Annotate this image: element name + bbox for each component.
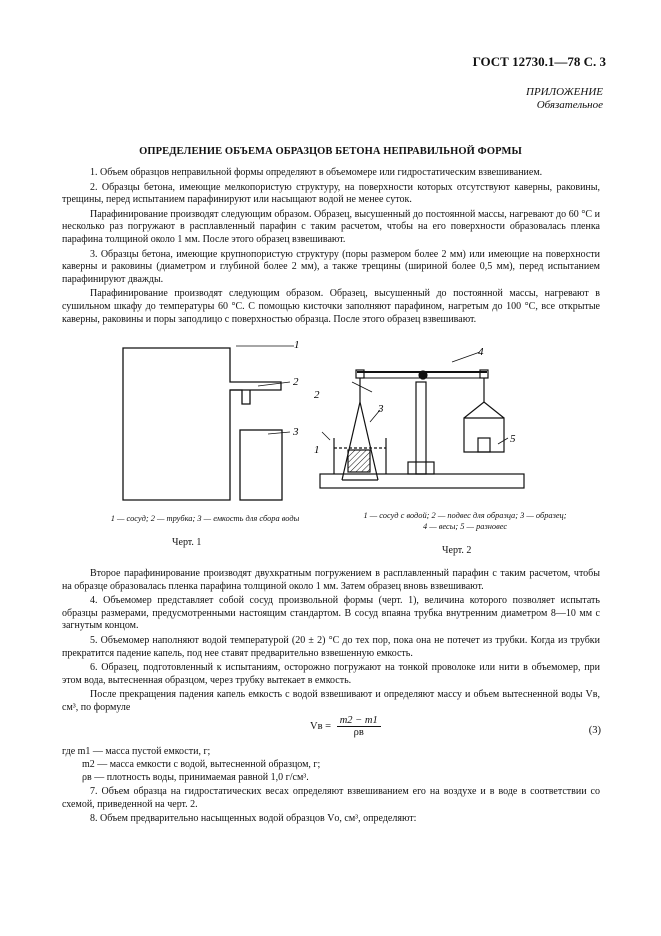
fig2-label-4: 4 xyxy=(478,346,484,358)
definition: m2 — масса емкости с водой, вытесненной образцом, г; xyxy=(82,759,321,770)
formula-lhs: Vв = xyxy=(310,720,332,732)
formula-number: (3) xyxy=(588,725,601,736)
page-header: ГОСТ 12730.1—78 С. 3 xyxy=(472,54,606,69)
figure-2-title: Черт. 2 xyxy=(442,545,472,556)
paragraph: 6. Образец, подготовленный к испытаниям, осторожно погружают на тонкой проволоке или нити в объемомер, при этом вода, вытесненная образцом, через трубку вытекает в емкость. xyxy=(62,662,600,686)
fig1-label-3: 3 xyxy=(293,426,299,438)
definition: ρв — плотность воды, принимаемая равной 1,0 г/см³. xyxy=(82,772,309,783)
paragraph: 1. Объем образцов неправильной формы определяют в объемомере или гидростатическим взвешиванием. xyxy=(90,167,543,178)
formula-3 xyxy=(310,715,381,738)
text-block-top xyxy=(62,167,600,326)
formula-definitions xyxy=(62,745,602,784)
formula-numerator: m2 − m1 xyxy=(337,715,381,727)
paragraph: После прекращения падения капель емкость с водой взвешивают и определяют массу и объем вытесненной воды Vв, см³, по формуле xyxy=(62,689,600,713)
definition: где m1 — масса пустой емкости, г; xyxy=(62,746,211,757)
sample xyxy=(348,450,370,472)
scale-column xyxy=(416,382,426,474)
paragraph: 5. Объемомер наполняют водой температурой (20 ± 2) °С до тех пор, пока она не потечет из трубки. Когда из трубки прекратится падение капель, под нее ставят предварительно взвешенную емкость. xyxy=(62,634,600,659)
paragraph: 4. Объемомер представляет собой сосуд произвольной формы (черт. 1), величина которого позволяет испытать образцы размерами, предусмотренными настоящим стандартом. В сосуд впаяна трубка внутренним диаметром 8—10 мм с загнутым концом. xyxy=(62,595,600,632)
text-block-bottom xyxy=(62,786,600,826)
appendix-title: ПРИЛОЖЕНИЕ xyxy=(526,86,603,98)
fig2-label-3: 3 xyxy=(378,403,384,415)
scale-base xyxy=(320,474,524,488)
weight-pan xyxy=(464,402,504,452)
paragraph: 7. Объем образца на гидростатических весах определяют взвешиванием его на воздухе и в воде в соответствии со схемой, приведенной на черт. 2. xyxy=(62,786,600,810)
tube-bend xyxy=(230,390,250,404)
paragraph: 8. Объем предварительно насыщенных водой образцов Vо, см³, определяют: xyxy=(90,813,417,825)
paragraph: 2. Образцы бетона, имеющие мелкопористую структуру, на поверхности которых отсутствуют каверны, раковины, трещины, перед испытанием парафинируют или насыщают водой не менее суток. xyxy=(62,181,600,206)
text-block-middle xyxy=(62,568,600,715)
figure-1-drawing xyxy=(118,340,318,510)
figure-2-caption-line: 1 — сосуд с водой; 2 — подвес для образца; 3 — образец; xyxy=(363,511,567,520)
paragraph: 3. Образцы бетона, имеющие крупнопористую структуру (поры размером более 2 мм) или имеющие на поверхности каверны и раковины (диаметром и глубиной более 2 мм), а также трещины (шириной более 0,5 мм), перед испытанием парафинируют дважды. xyxy=(62,248,600,285)
figure-2-caption-line: 4 — весы; 5 — разновес xyxy=(422,522,508,531)
appendix-label xyxy=(526,86,603,112)
fig1-label-1: 1 xyxy=(294,340,300,351)
paragraph: Парафинирование производят следующим образом. Образец, высушенный до постоянной массы, нагревают в сушильном шкафу до температуры 60 °С. С помощью кисточки заполняют парафином, нагретым до 100 °С, все открытые каверны, раковины и поры заподлицо с поверхностью образца. После этого образец взвешивают. xyxy=(62,288,600,325)
fig2-label-5: 5 xyxy=(510,433,516,445)
fig2-label-2: 2 xyxy=(314,389,320,401)
formula-fraction xyxy=(337,715,381,738)
fig1-label-2: 2 xyxy=(293,376,299,388)
collection-container xyxy=(240,430,282,500)
figure-1-title: Черт. 1 xyxy=(172,537,202,548)
section-title: ОПРЕДЕЛЕНИЕ ОБЪЕМА ОБРАЗЦОВ БЕТОНА НЕПРАВИЛЬНОЙ ФОРМЫ xyxy=(139,146,522,157)
formula-denominator: ρв xyxy=(353,727,364,738)
paragraph: Второе парафинирование производят двухкратным погружением в расплавленный парафин с таким расчетом, чтобы на образце образовалась пленка парафина толщиной около 1 мм. Затем образец вновь взвешивают. xyxy=(62,568,600,592)
paragraph: Парафинирование производят следующим образом. Образец, высушенный до постоянной массы, нагревают до 60 °С и несколько раз погружают в расплавленный парафин с таким расчетом, чтобы на его поверхности образовалась пленка парафина толщиной около 1 мм. После этого образец взвешивают. xyxy=(62,208,600,245)
figure-1-caption: 1 — сосуд; 2 — трубка; 3 — емкость для сбора воды xyxy=(110,514,300,523)
appendix-status: Обязательное xyxy=(536,99,603,111)
figure-2-caption xyxy=(330,510,600,532)
counterweight xyxy=(478,438,490,452)
vessel-outline xyxy=(123,348,281,500)
figure-2-drawing xyxy=(312,340,532,500)
fig2-label-1: 1 xyxy=(314,444,320,456)
